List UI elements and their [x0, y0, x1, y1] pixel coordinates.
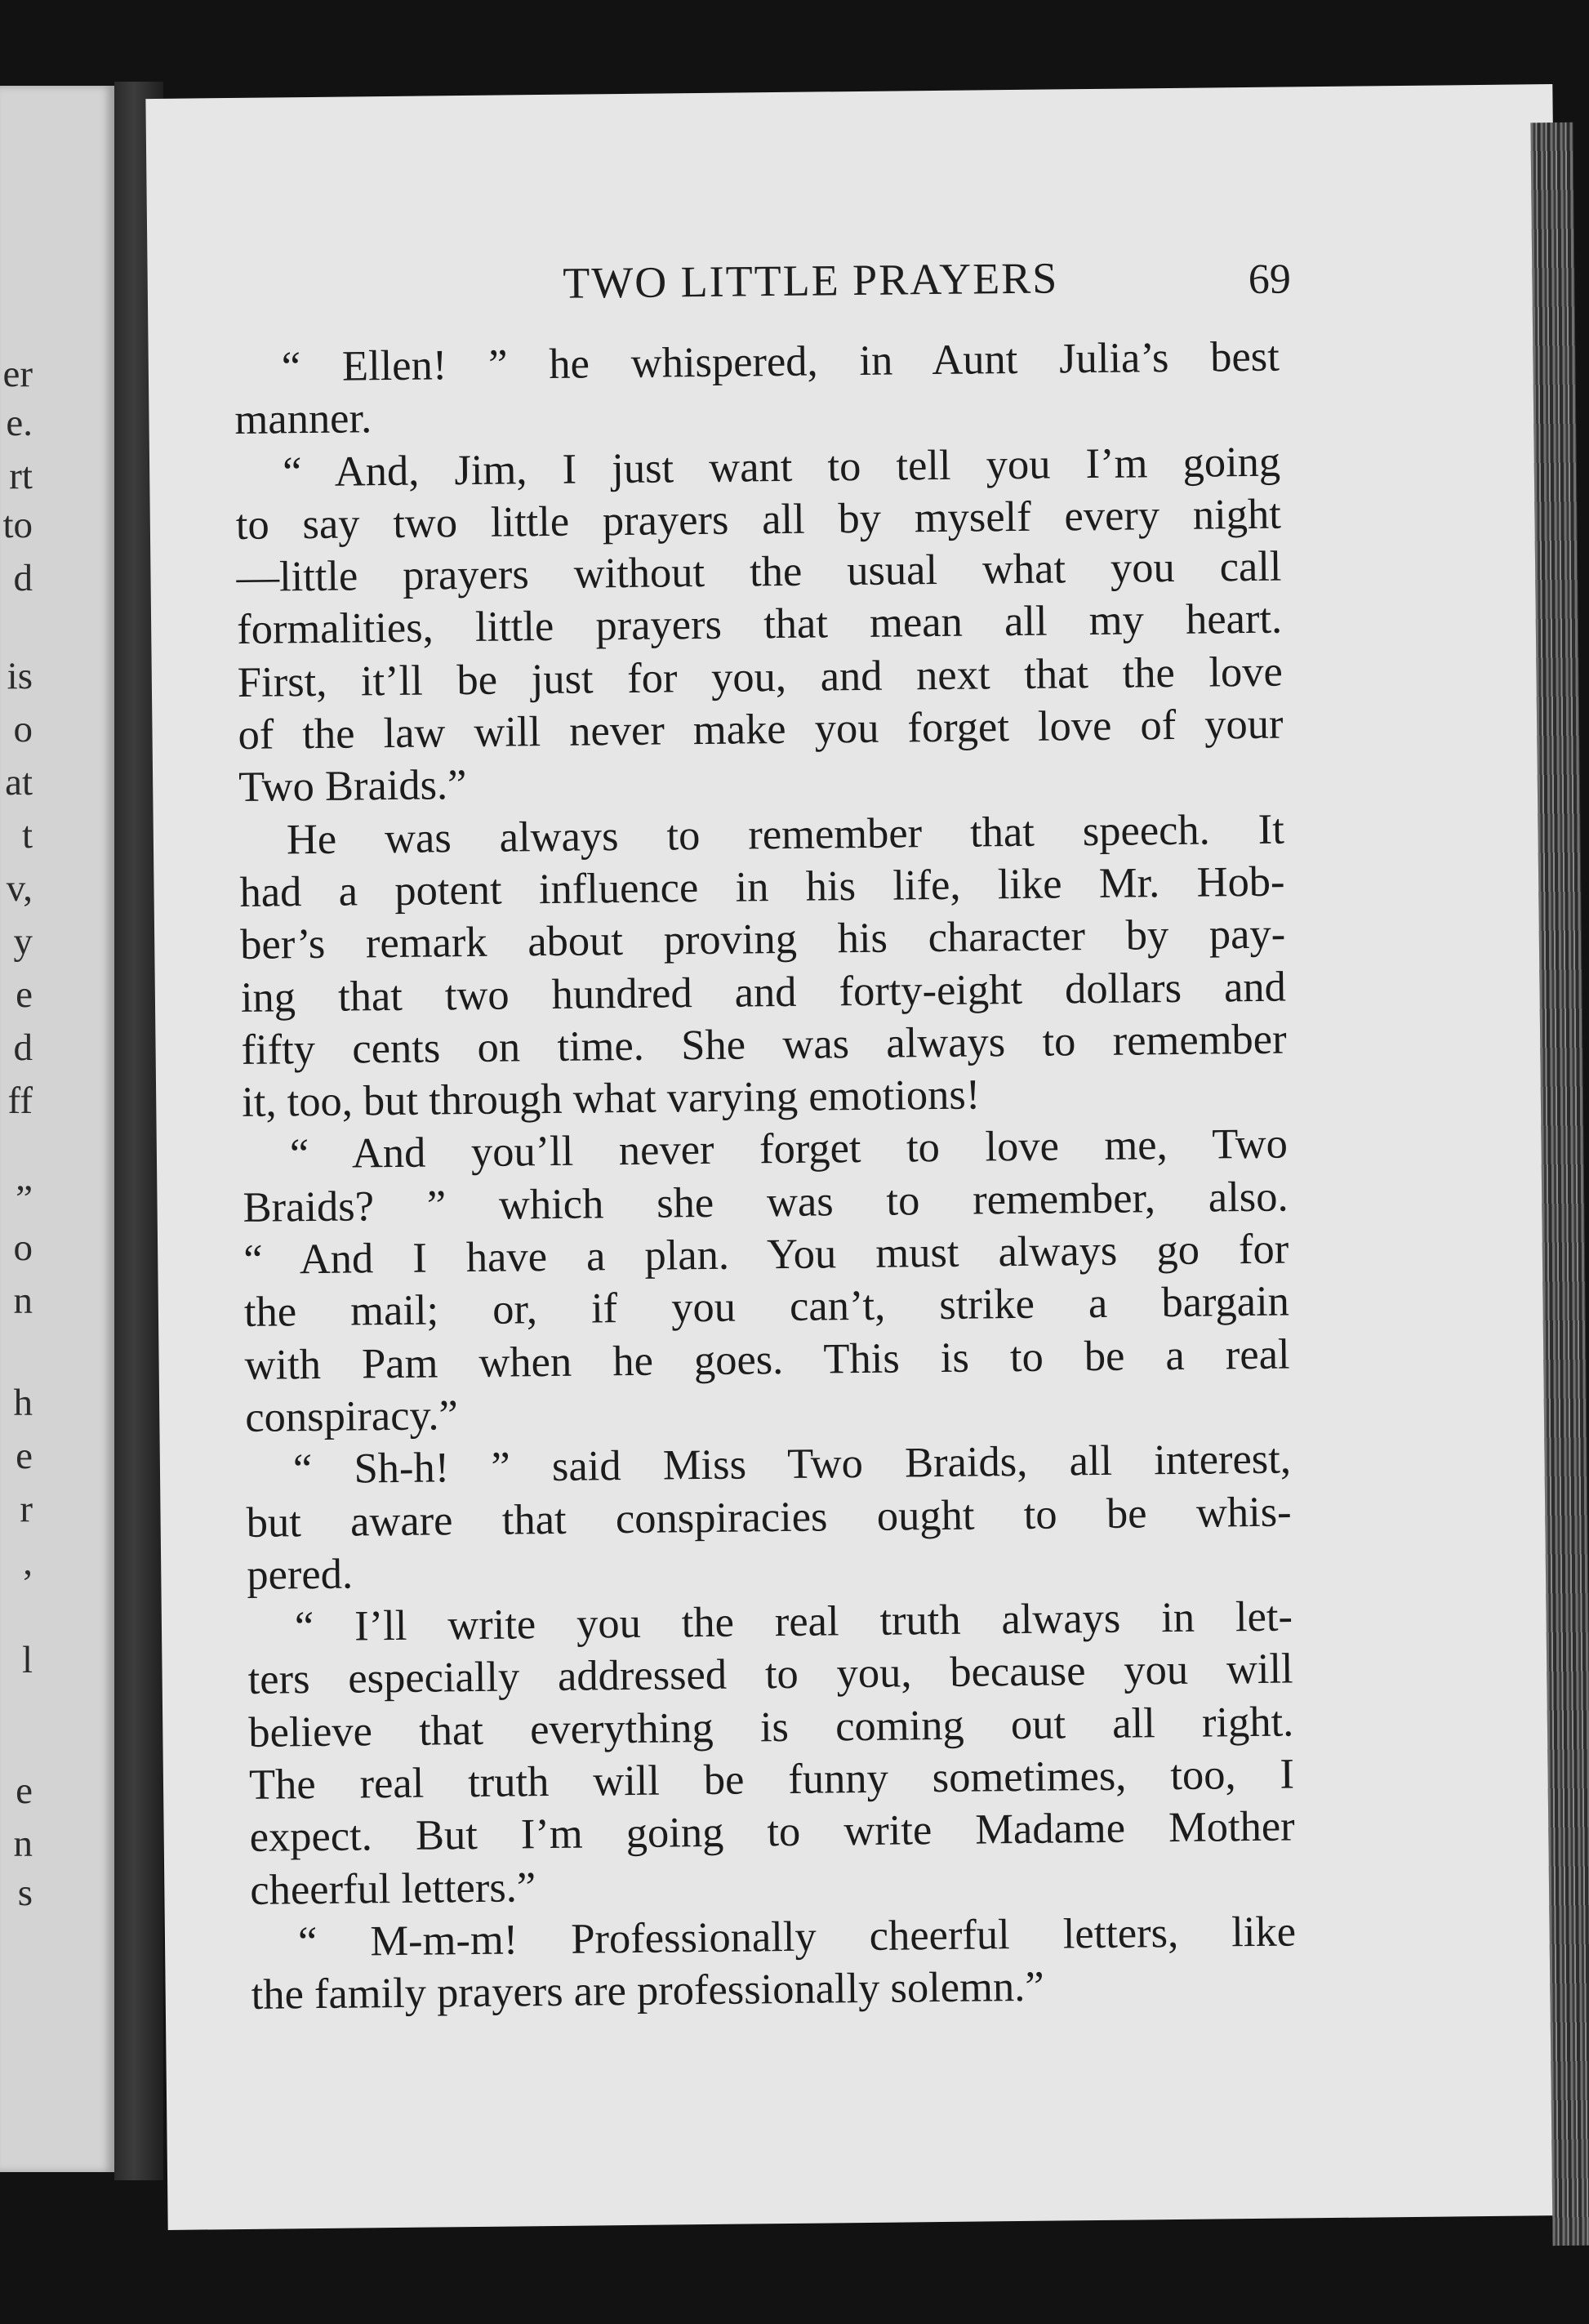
- text-line: had a potent influence in his life, like Mr. Hob-: [239, 857, 1285, 916]
- text-line: “ And I have a plan. You must always go for: [243, 1225, 1289, 1284]
- text-line: “ Ellen! ” he whispered, in Aunt Julia’s best: [281, 332, 1280, 391]
- left-page-fragment: ff: [7, 1080, 33, 1122]
- text-line: Braids? ” which she was to remember, also.: [243, 1173, 1289, 1231]
- left-page-fragment: o: [13, 708, 33, 750]
- text-line: conspiracy.”: [244, 1391, 459, 1441]
- left-page-fragment: er: [2, 353, 33, 395]
- left-page-fragment: r: [20, 1488, 33, 1530]
- text-line: it, too, but through what varying emotions!: [241, 1071, 981, 1127]
- text-line: cheerful letters.”: [250, 1863, 536, 1914]
- left-page-fragment: n: [13, 1280, 33, 1322]
- text-line: of the law will never make you forget love of your: [238, 700, 1284, 759]
- running-head: [147, 247, 1555, 327]
- left-page-fragment: n: [13, 1823, 33, 1865]
- text-line: believe that everything is coming out all right.: [248, 1698, 1294, 1756]
- text-line: “ And you’ll never forget to love me, Two: [289, 1120, 1289, 1178]
- text-line: to say two little prayers all by myself every night: [235, 490, 1282, 549]
- left-page-fragment: y: [13, 920, 33, 963]
- left-page-fragment: ”: [16, 1178, 33, 1220]
- text-line: He was always to remember that speech. It: [286, 805, 1285, 864]
- left-page-fragment: e.: [6, 402, 33, 444]
- text-line: “ I’ll write you the real truth always in let-: [294, 1592, 1293, 1651]
- previous-page-edge: [0, 86, 114, 2172]
- text-line: the mail; or, if you can’t, strike a bargain: [243, 1277, 1290, 1337]
- text-line: expect. But I’m going to write Madame Mother: [249, 1802, 1295, 1862]
- left-page-fragment: ,: [23, 1541, 33, 1583]
- text-line: ber’s remark about proving his character by pay-: [239, 910, 1286, 969]
- left-page-fragment: to: [2, 504, 33, 546]
- text-line: ing that two hundred and forty-eight dollars and: [240, 963, 1287, 1022]
- left-page-fragment: h: [13, 1382, 33, 1424]
- text-line: with Pam when he goes. This is to be a real: [244, 1330, 1290, 1389]
- left-page-fragment: e: [16, 1770, 33, 1812]
- text-line: ters especially addressed to you, because you will: [247, 1645, 1293, 1704]
- left-page-fragment: d: [13, 557, 33, 599]
- left-page-fragment: e: [16, 1435, 33, 1477]
- left-page-fragment: e: [16, 973, 33, 1016]
- text-line: pered.: [247, 1550, 354, 1599]
- text-line: “ Sh-h! ” said Miss Two Braids, all interest,: [292, 1435, 1292, 1494]
- text-line: —little prayers without the usual what you call: [236, 542, 1282, 602]
- body-text: [234, 331, 1296, 2022]
- left-page-fragment: is: [7, 655, 33, 697]
- text-line: fifty cents on time. She was always to remember: [241, 1015, 1287, 1074]
- text-line: Two Braids.”: [238, 761, 467, 812]
- text-line: manner.: [234, 394, 372, 444]
- text-line: The real truth will be funny sometimes, too, I: [248, 1750, 1295, 1809]
- text-line: “ And, Jim, I just want to tell you I’m going: [282, 438, 1281, 496]
- book-page: [145, 84, 1574, 2230]
- text-line: “ M-m-m! Professionally cheerful letters, like: [297, 1908, 1297, 1966]
- left-page-fragment: s: [17, 1872, 33, 1914]
- left-page-fragment: v,: [6, 867, 33, 910]
- text-line: but aware that conspiracies ought to be whis-: [246, 1488, 1292, 1547]
- left-page-fragment: t: [21, 814, 33, 857]
- text-line: First, it’ll be just for you, and next that the love: [237, 648, 1284, 706]
- running-title: TWO LITTLE PRAYERS: [562, 253, 1059, 308]
- page-number: 69: [1248, 256, 1292, 303]
- left-page-fragment: l: [21, 1639, 33, 1681]
- left-page-fragment: o: [13, 1227, 33, 1269]
- text-line: the family prayers are professionally solemn.”: [251, 1962, 1044, 2019]
- left-page-fragment: rt: [9, 455, 33, 497]
- left-page-fragment: at: [5, 761, 33, 804]
- text-line: formalities, little prayers that mean all my heart.: [236, 595, 1283, 654]
- left-page-fragment: d: [13, 1026, 33, 1069]
